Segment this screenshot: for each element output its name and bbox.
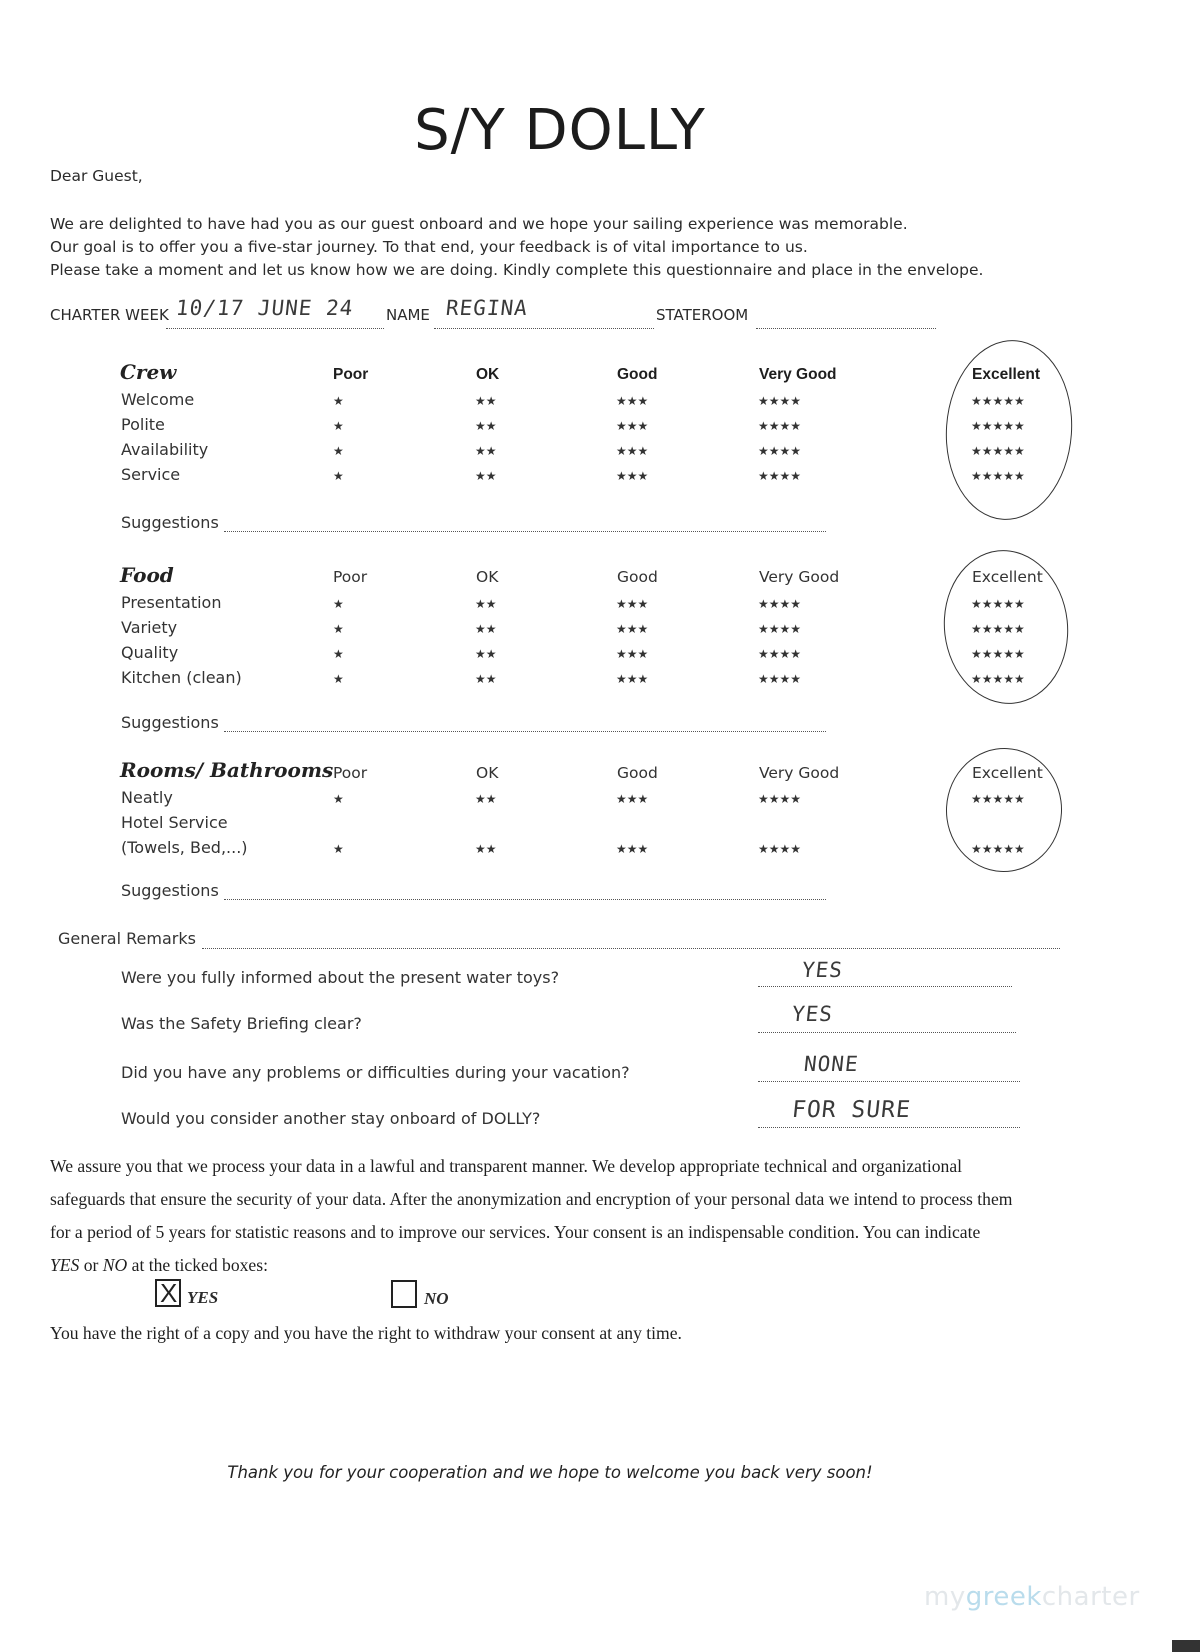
rating-option-selected[interactable]: ★★★★★ (971, 792, 1025, 806)
row-label-variety: Variety (121, 618, 178, 637)
rating-option[interactable]: ★ (333, 647, 344, 661)
rating-option-selected[interactable]: ★★★★★ (971, 444, 1025, 458)
rating-option[interactable]: ★★★★ (758, 672, 802, 686)
watermark-mid: greek (965, 1582, 1042, 1612)
row-label-welcome: Welcome (121, 390, 195, 409)
rating-option[interactable]: ★★★★ (758, 394, 802, 408)
row-label-availability: Availability (121, 440, 209, 459)
question-water-toys: Were you fully informed about the present water toys? (121, 968, 560, 987)
general-remarks-field[interactable] (202, 948, 1060, 949)
section-title-crew: Crew (120, 360, 177, 384)
watermark-logo (924, 1582, 1140, 1612)
general-remarks-label: General Remarks (58, 929, 196, 948)
rating-option[interactable]: ★★★ (616, 469, 649, 483)
rating-option[interactable]: ★★ (475, 469, 497, 483)
suggestions-label-rooms: Suggestions (121, 881, 219, 900)
rating-option[interactable]: ★★ (475, 597, 497, 611)
row-label-kitchen: Kitchen (clean) (121, 668, 242, 687)
rating-option-selected[interactable]: ★★★★★ (971, 647, 1025, 661)
rating-option-selected[interactable]: ★★★★★ (971, 394, 1025, 408)
consent-yes-checkbox[interactable] (155, 1279, 181, 1307)
intro-line-3: Please take a moment and let us know how we are doing. Kindly complete this questionnaire and place in the envelope. (50, 261, 984, 279)
name-label: NAME (386, 306, 430, 324)
rating-option[interactable]: ★★★ (616, 394, 649, 408)
section-title-food: Food (120, 563, 174, 587)
check-mark-icon: X (160, 1278, 178, 1308)
row-label-quality: Quality (121, 643, 179, 662)
rating-option-selected[interactable]: ★★★★★ (971, 469, 1025, 483)
rating-option[interactable]: ★★★ (616, 419, 649, 433)
rating-option[interactable]: ★★ (475, 444, 497, 458)
row-label-towels-bed: (Towels, Bed,...) (121, 838, 248, 857)
header-poor: Poor (333, 568, 368, 586)
rating-option[interactable]: ★★★★ (758, 792, 802, 806)
rating-option[interactable]: ★★★ (616, 444, 649, 458)
intro-line-2: Our goal is to offer you a five-star journey. To that end, your feedback is of vital importance to us. (50, 238, 808, 256)
rating-option[interactable]: ★★★★ (758, 469, 802, 483)
rating-option[interactable]: ★★★ (616, 792, 649, 806)
row-label-presentation: Presentation (121, 593, 222, 612)
header-excellent: Excellent (972, 764, 1043, 782)
rating-option[interactable]: ★★ (475, 672, 497, 686)
rating-option[interactable]: ★ (333, 672, 344, 686)
consent-yes-label: YES (187, 1288, 219, 1307)
question-safety-briefing: Was the Safety Briefing clear? (121, 1014, 362, 1033)
header-excellent: Excellent (972, 366, 1041, 383)
answer-another-stay[interactable]: FOR SURE (790, 1097, 913, 1123)
header-poor: Poor (333, 764, 368, 782)
rating-option[interactable]: ★★★ (616, 622, 649, 636)
rating-option[interactable]: ★ (333, 597, 344, 611)
header-ok: OK (476, 366, 500, 383)
suggestions-label-food: Suggestions (121, 713, 219, 732)
greeting: Dear Guest, (50, 167, 143, 185)
rating-option[interactable]: ★★ (475, 419, 497, 433)
suggestions-field-crew[interactable] (224, 531, 826, 532)
scan-edge-mark (1172, 1640, 1200, 1652)
consent-no-checkbox[interactable] (391, 1280, 417, 1308)
rating-option[interactable]: ★ (333, 469, 344, 483)
charter-week-field[interactable]: 10/17 JUNE 24 (174, 296, 355, 320)
rating-option-selected[interactable]: ★★★★★ (971, 622, 1025, 636)
header-good: Good (617, 764, 658, 782)
rating-option[interactable]: ★★★ (616, 647, 649, 661)
form-title: S/Y DOLLY (414, 98, 706, 163)
charter-week-label: CHARTER WEEK (50, 306, 169, 324)
consent-line-4-rest: at the ticked boxes: (127, 1255, 268, 1275)
header-ok: OK (476, 764, 499, 782)
rating-option[interactable]: ★★★ (616, 672, 649, 686)
rating-option[interactable]: ★★★ (616, 597, 649, 611)
consent-line-2: safeguards that ensure the security of your data. After the anonymization and encryption of your personal data we intend to process them (50, 1189, 1013, 1209)
rating-option-selected[interactable]: ★★★★★ (971, 597, 1025, 611)
header-good: Good (617, 366, 658, 383)
rating-option[interactable]: ★ (333, 622, 344, 636)
row-label-polite: Polite (121, 415, 165, 434)
rating-option[interactable]: ★ (333, 419, 344, 433)
rating-option[interactable]: ★ (333, 792, 344, 806)
header-poor: Poor (333, 366, 369, 383)
rating-option[interactable]: ★★ (475, 622, 497, 636)
rating-option[interactable]: ★★★★ (758, 842, 802, 856)
consent-or-word: or (79, 1255, 103, 1275)
rating-option[interactable]: ★★★★ (758, 647, 802, 661)
consent-line-1: We assure you that we process your data in a lawful and transparent manner. We develop appropriate technical and organizational (50, 1156, 963, 1176)
selection-circle (936, 544, 1075, 710)
rating-option[interactable]: ★★★ (616, 842, 649, 856)
answer-problems[interactable]: NONE (802, 1052, 860, 1076)
rating-option[interactable]: ★★★★ (758, 597, 802, 611)
intro-line-1: We are delighted to have had you as our guest onboard and we hope your sailing experience was memorable. (50, 215, 908, 233)
row-label-hotel-service: Hotel Service (121, 813, 228, 832)
rating-option[interactable]: ★★ (475, 647, 497, 661)
suggestions-field-food[interactable] (224, 731, 826, 732)
stateroom-field[interactable] (756, 328, 936, 329)
question-problems: Did you have any problems or difficulties during your vacation? (121, 1063, 630, 1082)
rating-option[interactable]: ★ (333, 842, 344, 856)
consent-line-3: for a period of 5 years for statistic reasons and to improve our services. Your consent is an indispensable condition. You can indicate (50, 1222, 981, 1242)
consent-line-4 (50, 1255, 268, 1276)
selection-circle (943, 745, 1065, 875)
rating-option[interactable]: ★ (333, 444, 344, 458)
consent-no-label: NO (424, 1289, 449, 1308)
row-label-service: Service (121, 465, 181, 484)
header-very-good: Very Good (759, 764, 840, 782)
row-label-neatly: Neatly (121, 788, 173, 807)
rating-option[interactable]: ★★★★ (758, 444, 802, 458)
answer-safety-briefing[interactable]: YES (790, 1002, 835, 1026)
stateroom-label: STATEROOM (656, 306, 749, 324)
rating-option-selected[interactable]: ★★★★★ (971, 672, 1025, 686)
question-another-stay: Would you consider another stay onboard of DOLLY? (121, 1109, 541, 1128)
rating-option-selected[interactable]: ★★★★★ (971, 419, 1025, 433)
header-ok: OK (476, 568, 499, 586)
selection-circle (940, 336, 1078, 524)
rating-option-selected[interactable]: ★★★★★ (971, 842, 1025, 856)
rating-option[interactable]: ★★ (475, 842, 497, 856)
rating-option[interactable]: ★★ (475, 792, 497, 806)
section-title-rooms: Rooms/ Bathrooms (120, 758, 334, 782)
consent-rights: You have the right of a copy and you have the right to withdraw your consent at any time. (50, 1323, 682, 1343)
header-excellent: Excellent (972, 568, 1043, 586)
watermark-pre: my (924, 1582, 966, 1612)
header-very-good: Very Good (759, 366, 837, 383)
rating-option[interactable]: ★★★★ (758, 622, 802, 636)
watermark-post: charter (1041, 1582, 1140, 1612)
rating-option[interactable]: ★ (333, 394, 344, 408)
header-good: Good (617, 568, 658, 586)
rating-option[interactable]: ★★ (475, 394, 497, 408)
suggestions-label-crew: Suggestions (121, 513, 219, 532)
consent-yes-word: YES (50, 1255, 80, 1275)
rating-option[interactable]: ★★★★ (758, 419, 802, 433)
header-very-good: Very Good (759, 568, 840, 586)
name-field[interactable]: REGINA (444, 296, 530, 320)
closing-message: Thank you for your cooperation and we hope to welcome you back very soon! (227, 1463, 873, 1482)
suggestions-field-rooms[interactable] (224, 899, 826, 900)
answer-water-toys[interactable]: YES (800, 958, 845, 982)
consent-no-word: NO (102, 1255, 128, 1275)
